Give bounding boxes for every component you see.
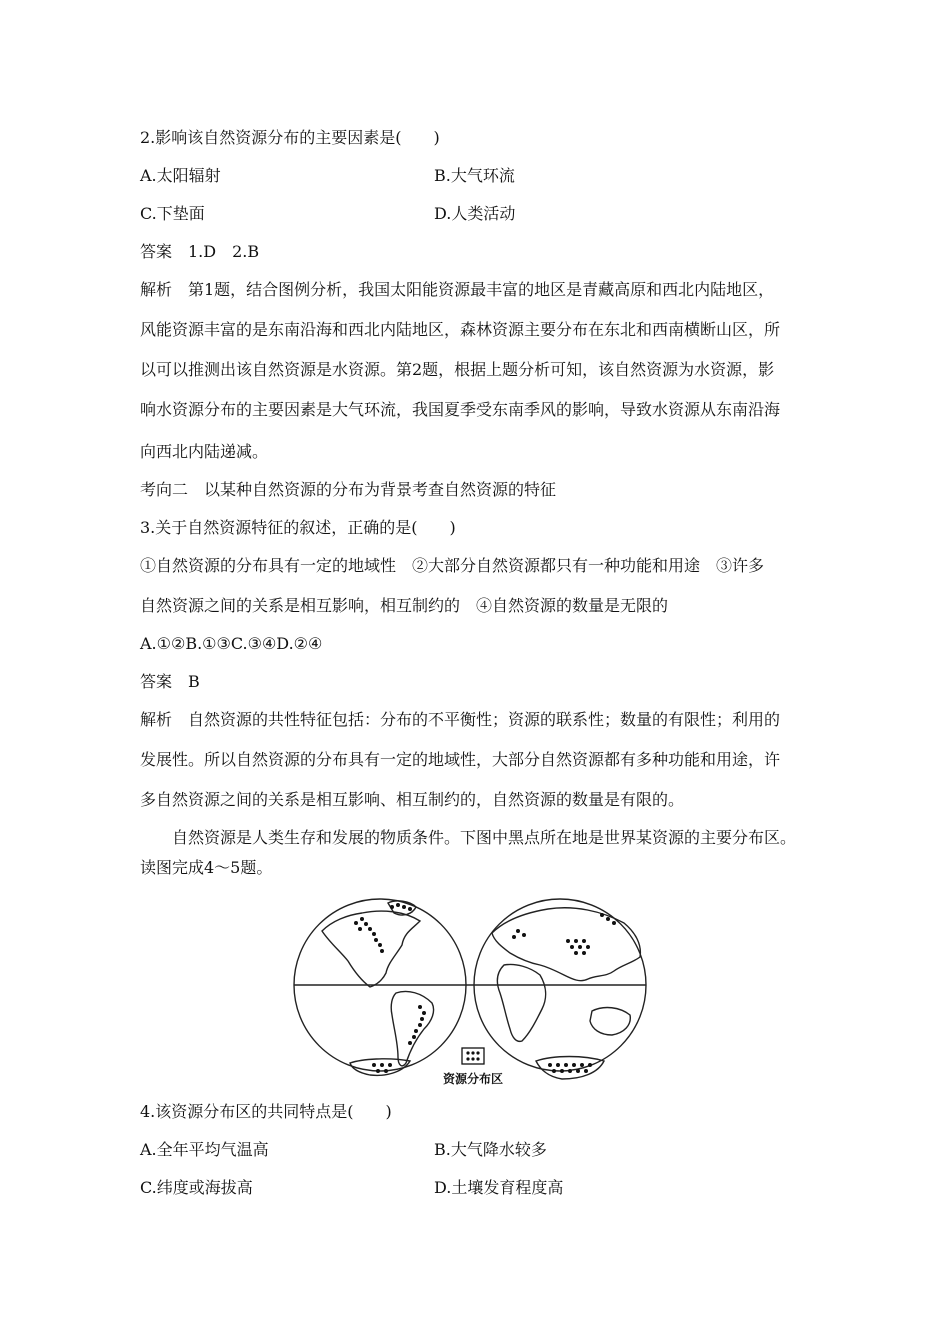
q2-stem: 2.影响该自然资源分布的主要因素是( ) bbox=[140, 128, 440, 147]
q3-stem: 3.关于自然资源特征的叙述，正确的是( ) bbox=[140, 518, 456, 537]
eurasia-outline bbox=[492, 908, 640, 981]
q2-option-c: C.下垫面 bbox=[140, 204, 205, 223]
q4-option-b: B.大气降水较多 bbox=[434, 1140, 547, 1159]
antarctica-west-outline bbox=[350, 1059, 410, 1076]
answer-1: 答案 1.D 2.B bbox=[140, 242, 260, 261]
section-heading: 考向二 以某种自然资源的分布为背景考查自然资源的特征 bbox=[140, 480, 557, 499]
legend-label: 资源分布区 bbox=[442, 1072, 504, 1086]
analysis-3-line: 发展性。所以自然资源的分布具有一定的地域性，大部分自然资源都有多种功能和用途，许 bbox=[140, 750, 781, 769]
q4-option-a: A.全年平均气温高 bbox=[140, 1140, 269, 1159]
q2-option-d: D.人类活动 bbox=[434, 204, 516, 223]
eastern-hemisphere bbox=[474, 899, 646, 1079]
legend-swatch bbox=[462, 1048, 484, 1064]
q4-option-c: C.纬度或海拔高 bbox=[140, 1178, 253, 1197]
resource-dots bbox=[354, 903, 616, 1073]
q3-statement-line: ①自然资源的分布具有一定的地域性 ②大部分自然资源都只有一种功能和用途 ③许多 bbox=[140, 556, 765, 575]
legend bbox=[443, 1048, 503, 1086]
western-hemisphere bbox=[294, 899, 466, 1075]
q2-option-a: A.太阳辐射 bbox=[140, 166, 221, 185]
south-america-outline bbox=[391, 991, 433, 1065]
analysis-1-line: 向西北内陆递减。 bbox=[140, 442, 269, 461]
analysis-1-line: 以可以推测出该自然资源是水资源。第2题，根据上题分析可知，该自然资源为水资源，影 bbox=[140, 360, 775, 379]
analysis-1-line: 风能资源丰富的是东南沿海和西北内陆地区，森林资源主要分布在东北和西南横断山区，所 bbox=[140, 320, 781, 339]
q4-stem: 4.该资源分布区的共同特点是( ) bbox=[140, 1102, 392, 1121]
analysis-1-line: 解析 第1题，结合图例分析，我国太阳能资源最丰富的地区是青藏高原和西北内陆地区， bbox=[140, 280, 775, 299]
north-america-outline bbox=[322, 911, 420, 987]
intro-line: 读图完成4～5题。 bbox=[140, 858, 273, 877]
intro-line: 自然资源是人类生存和发展的物质条件。下图中黑点所在地是世界某资源的主要分布区。 bbox=[172, 828, 797, 847]
africa-outline bbox=[497, 964, 545, 1041]
analysis-3-line: 解析 自然资源的共性特征包括：分布的不平衡性；资源的联系性；数量的有限性；利用的 bbox=[140, 710, 781, 729]
australia-outline bbox=[590, 1008, 630, 1035]
analysis-1-line: 响水资源分布的主要因素是大气环流，我国夏季受东南季风的影响，导致水资源从东南沿海 bbox=[140, 400, 781, 419]
answer-3: 答案 B bbox=[140, 672, 200, 691]
q2-option-b: B.大气环流 bbox=[434, 166, 515, 185]
antarctica-east-outline bbox=[536, 1057, 604, 1080]
q3-options: A.①②B.①③C.③④D.②④ bbox=[140, 634, 323, 653]
q4-option-d: D.土壤发育程度高 bbox=[434, 1178, 564, 1197]
q3-statement-line: 自然资源之间的关系是相互影响，相互制约的 ④自然资源的数量是无限的 bbox=[140, 596, 669, 615]
analysis-3-line: 多自然资源之间的关系是相互影响、相互制约的，自然资源的数量是有限的。 bbox=[140, 790, 685, 809]
world-map-figure bbox=[292, 893, 662, 1115]
